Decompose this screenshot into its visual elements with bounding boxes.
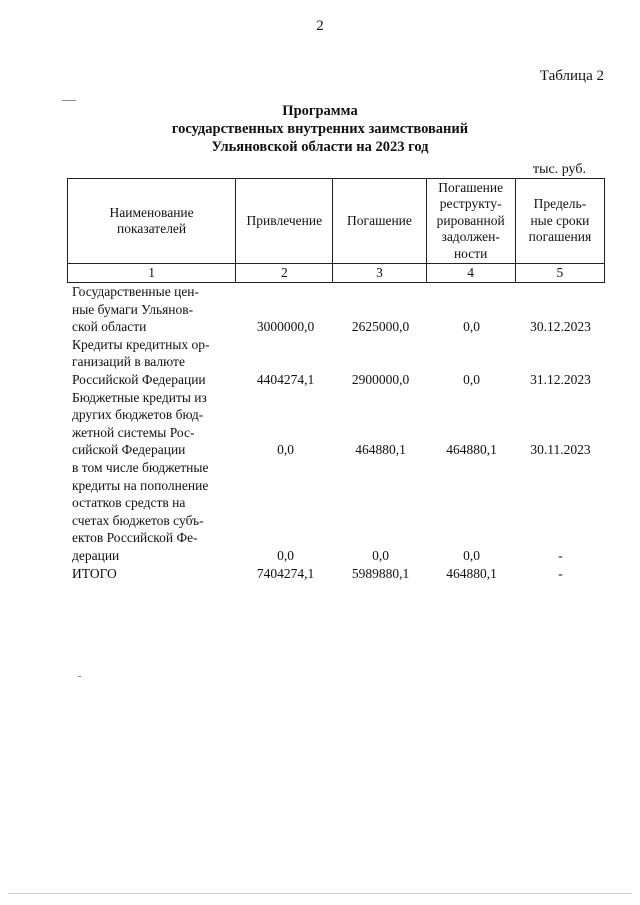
column-number: 3 bbox=[333, 264, 426, 283]
cell-restructured: 0,0 bbox=[463, 371, 480, 387]
scan-speck bbox=[78, 676, 81, 677]
cell-repayment: 2625000,0 bbox=[351, 319, 410, 335]
cell-restructured: 464880,1 bbox=[446, 565, 497, 581]
header-attraction: Привлечение bbox=[236, 179, 333, 264]
table-row bbox=[72, 459, 605, 565]
scan-speck bbox=[62, 100, 76, 101]
table-header bbox=[67, 178, 605, 283]
cell-term: 31.12.2023 bbox=[530, 371, 591, 387]
table-body bbox=[72, 283, 605, 582]
column-number: 1 bbox=[68, 264, 236, 283]
heading-line-1: Программа bbox=[282, 103, 358, 119]
table-row bbox=[72, 283, 605, 336]
header-restructured: Погашение реструкту- рированной задолжен- ности bbox=[426, 179, 515, 264]
cell-repayment: 5989880,1 bbox=[351, 565, 410, 581]
header-term: Предель- ные сроки погашения bbox=[515, 179, 604, 264]
row-name: ИТОГО bbox=[72, 565, 117, 581]
column-number: 2 bbox=[236, 264, 333, 283]
cell-attraction: 0,0 bbox=[277, 442, 294, 458]
cell-restructured: 0,0 bbox=[463, 547, 480, 563]
cell-repayment: 464880,1 bbox=[355, 442, 406, 458]
cell-attraction: 0,0 bbox=[277, 547, 294, 563]
table-label: Таблица 2 bbox=[539, 68, 604, 84]
cell-restructured: 464880,1 bbox=[446, 442, 497, 458]
units-label: тыс. руб. bbox=[533, 162, 586, 177]
column-numbers-row bbox=[68, 264, 605, 283]
cell-repayment: 0,0 bbox=[372, 547, 389, 563]
column-number: 5 bbox=[515, 264, 604, 283]
page-number: 2 bbox=[316, 18, 324, 34]
cell-repayment: 2900000,0 bbox=[351, 371, 410, 387]
cell-attraction: 7404274,1 bbox=[256, 565, 315, 581]
table-row-total bbox=[72, 565, 605, 583]
table-row bbox=[72, 336, 605, 389]
heading-line-3: Ульяновской области на 2023 год bbox=[211, 139, 429, 155]
cell-term: - bbox=[558, 565, 563, 581]
cell-term: 30.12.2023 bbox=[530, 319, 591, 335]
header-repayment: Погашение bbox=[333, 179, 426, 264]
row-name: Бюджетные кредиты из других бюджетов бюд- жетной системы Рос- сийской Федерации bbox=[72, 389, 207, 458]
cell-term: 30.11.2023 bbox=[530, 442, 591, 458]
cell-attraction: 4404274,1 bbox=[256, 371, 315, 387]
document-heading bbox=[0, 102, 640, 156]
row-name: Государственные цен- ные бумаги Ульянов- ской области bbox=[72, 284, 200, 335]
row-name: в том числе бюджетные кредиты на пополнение остатков средств на счетах бюджетов субъ- ектов Российской Фе- дерации bbox=[72, 459, 209, 563]
cell-term: - bbox=[558, 547, 563, 563]
column-number: 4 bbox=[426, 264, 515, 283]
header-name: Наименование показателей bbox=[68, 179, 236, 264]
heading-line-2: государственных внутренних заимствований bbox=[171, 121, 469, 137]
table-row bbox=[72, 389, 605, 459]
cell-restructured: 0,0 bbox=[463, 319, 480, 335]
cell-attraction: 3000000,0 bbox=[256, 319, 315, 335]
row-name: Кредиты кредитных ор- ганизаций в валюте Российской Федерации bbox=[72, 336, 210, 387]
scan-speck bbox=[8, 893, 632, 894]
